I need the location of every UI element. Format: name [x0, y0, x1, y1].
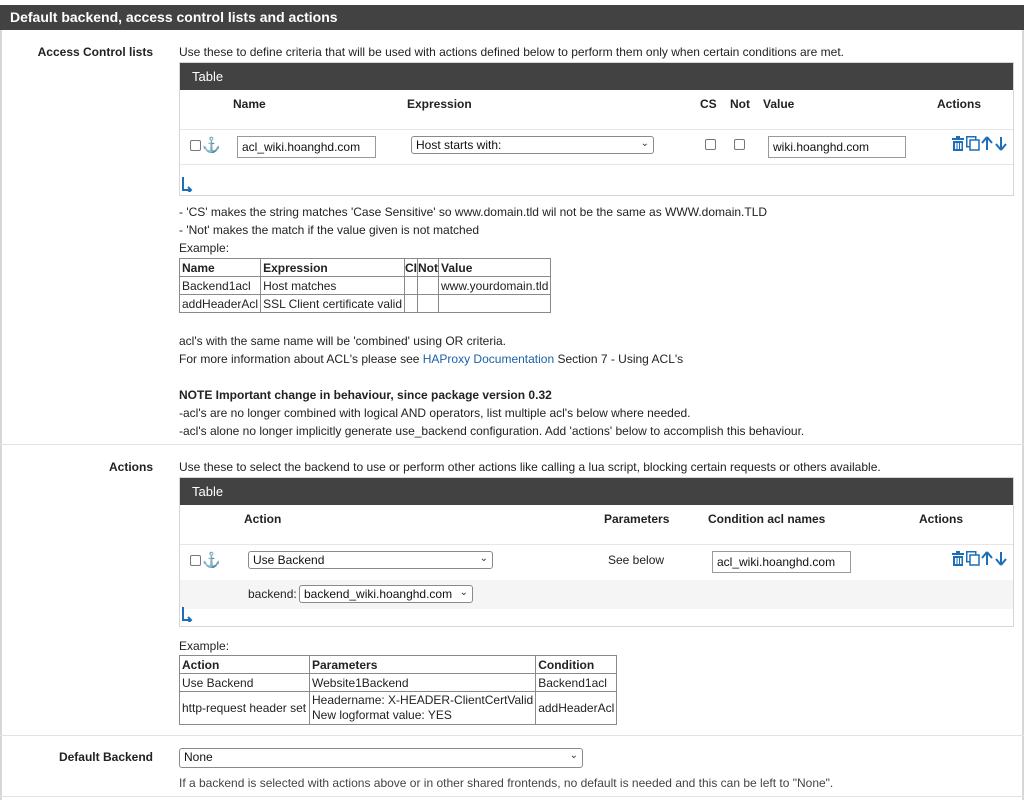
- acl-row-label: Access Control lists: [37, 45, 153, 59]
- acl-expression-select[interactable]: [411, 136, 654, 154]
- acl-combined-note: acl's with the same name will be 'combined' using OR criteria.: [179, 334, 507, 348]
- arrow-up-icon[interactable]: [981, 551, 993, 566]
- row-divider: [0, 735, 1024, 736]
- acl-description: Use these to define criteria that will be used with actions defined below to perform them only when certain conditions are met.: [179, 45, 845, 59]
- actions-row-label: Actions: [108, 460, 153, 474]
- acl-row-divider-bottom: [180, 164, 1013, 165]
- haproxy-docs-link[interactable]: HAProxy Documentation: [422, 352, 555, 366]
- arrow-down-icon[interactable]: [995, 136, 1007, 151]
- default-backend-value: None: [184, 750, 213, 764]
- table-cell: Parameters: [310, 656, 536, 674]
- acl-col-name: Name: [233, 97, 266, 111]
- table-cell: [405, 277, 418, 295]
- table-cell: Name: [180, 259, 261, 277]
- table-cell: Condition: [536, 656, 617, 674]
- anchor-icon[interactable]: ⚓: [202, 552, 221, 569]
- delete-icon[interactable]: [951, 136, 965, 151]
- table-cell: Value: [439, 259, 551, 277]
- actions-table-title: Table: [180, 478, 1013, 505]
- table-cell: http-request header set: [180, 692, 310, 725]
- table-cell: [418, 277, 439, 295]
- row-divider: [0, 796, 1024, 797]
- acl-table-title: Table: [180, 63, 1013, 90]
- actions-example-table: [179, 655, 617, 725]
- copy-icon[interactable]: [966, 551, 980, 566]
- add-row-icon[interactable]: [181, 176, 193, 192]
- acl-example-table: [179, 258, 551, 313]
- table-cell: [310, 692, 536, 725]
- table-cell: Website1Backend: [310, 674, 536, 692]
- acl-important-title: NOTE Important change in behaviour, since package version 0.32: [179, 388, 552, 402]
- table-cell: Not: [418, 260, 439, 275]
- table-cell: [418, 295, 439, 313]
- section-title: Default backend, access control lists and actions: [10, 9, 338, 25]
- acl-cs-checkbox[interactable]: [705, 139, 716, 150]
- acl-col-actions: Actions: [937, 97, 982, 111]
- action-condition-input[interactable]: acl_wiki.hoanghd.com: [712, 551, 851, 573]
- acl-name-input[interactable]: acl_wiki.hoanghd.com: [237, 136, 376, 158]
- acl-table-panel: [179, 62, 1014, 196]
- table-row: [180, 277, 551, 295]
- acl-example-label: Example:: [179, 241, 230, 255]
- acl-not-checkbox[interactable]: [734, 139, 745, 150]
- actions-col-parameters: Parameters: [604, 512, 670, 526]
- action-parameters-text: See below: [608, 553, 665, 567]
- table-cell: SSL Client certificate valid: [261, 295, 405, 313]
- acl-more-info-suffix: Section 7 - Using ACL's: [554, 352, 684, 366]
- table-cell: Host matches: [261, 277, 405, 295]
- chevron-down-icon: ⌄: [459, 587, 468, 598]
- table-row: [180, 295, 551, 313]
- default-backend-label: Default Backend: [58, 750, 153, 764]
- chevron-down-icon: ⌄: [569, 750, 578, 761]
- action-row-select-checkbox[interactable]: [190, 555, 201, 566]
- arrow-down-icon[interactable]: [995, 551, 1007, 566]
- table-cell: Use Backend: [180, 674, 310, 692]
- row-divider: [0, 444, 1024, 445]
- table-cell: Expression: [261, 259, 405, 277]
- acl-important-line-2: -acl's alone no longer implicitly generate use_backend configuration. Add 'actions' below to accomplish this behaviour.: [179, 424, 805, 438]
- acl-important-line-1: -acl's are no longer combined with logical AND operators, list multiple acl's below where needed.: [179, 406, 691, 420]
- actions-row-divider: [180, 544, 1013, 545]
- actions-example-label: Example:: [179, 639, 230, 653]
- table-cell: addHeaderAcl: [536, 692, 617, 725]
- anchor-icon[interactable]: ⚓: [202, 137, 221, 154]
- acl-col-not: Not: [730, 97, 750, 111]
- arrow-up-icon[interactable]: [981, 136, 993, 151]
- table-row: [180, 259, 551, 277]
- acl-expression-value: Host starts with:: [416, 138, 502, 152]
- section-header: [0, 5, 1024, 30]
- acl-col-expression: Expression: [407, 97, 472, 111]
- example-param-line-1: Headername: X-HEADER-ClientCertValid: [312, 693, 534, 707]
- acl-more-info: [179, 352, 683, 366]
- acl-col-value: Value: [763, 97, 795, 111]
- actions-description: Use these to select the backend to use or perform other actions like calling a lua script, blocking certain requests or others available.: [179, 460, 881, 474]
- action-type-select[interactable]: [248, 551, 493, 569]
- acl-more-info-prefix: For more information about ACL's please see: [179, 352, 423, 366]
- table-row: [180, 674, 617, 692]
- table-cell: Backend1acl: [536, 674, 617, 692]
- table-cell: [405, 295, 418, 313]
- table-cell: [439, 295, 551, 313]
- chevron-down-icon: ⌄: [640, 138, 649, 149]
- acl-note-not: - 'Not' makes the match if the value given is not matched: [179, 223, 480, 237]
- copy-icon[interactable]: [966, 136, 980, 151]
- delete-icon[interactable]: [951, 551, 965, 566]
- actions-col-actions: Actions: [919, 512, 964, 526]
- acl-value-input[interactable]: wiki.hoanghd.com: [768, 136, 906, 158]
- acl-row-select-checkbox[interactable]: [190, 140, 201, 151]
- backend-select-value: backend_wiki.hoanghd.com: [304, 587, 453, 601]
- table-row: [180, 692, 617, 725]
- table-row: [180, 656, 617, 674]
- acl-col-cs: CS: [700, 97, 717, 111]
- action-type-value: Use Backend: [253, 553, 325, 567]
- table-cell: addHeaderAcl: [180, 295, 261, 313]
- backend-select[interactable]: [299, 585, 473, 603]
- default-backend-help: If a backend is selected with actions above or in other shared frontends, no default is needed and this can be left to "None".: [179, 776, 834, 790]
- backend-label: backend:: [248, 587, 297, 601]
- table-cell: CI: [405, 260, 418, 275]
- acl-note-cs: - 'CS' makes the string matches 'Case Sensitive' so www.domain.tld wil not be the same as WWW.domain.TLD: [179, 205, 768, 219]
- add-row-icon[interactable]: [181, 606, 193, 622]
- actions-col-action: Action: [244, 512, 282, 526]
- table-cell: www.yourdomain.tld: [439, 277, 551, 295]
- actions-col-condition: Condition acl names: [708, 512, 826, 526]
- acl-row-divider: [180, 129, 1013, 130]
- table-cell: Backend1acl: [180, 277, 261, 295]
- chevron-down-icon: ⌄: [479, 553, 488, 564]
- default-backend-select[interactable]: [179, 748, 583, 768]
- actions-table-panel: [179, 477, 1014, 627]
- table-cell: Action: [180, 656, 310, 674]
- example-param-line-2: New logformat value: YES: [312, 708, 452, 722]
